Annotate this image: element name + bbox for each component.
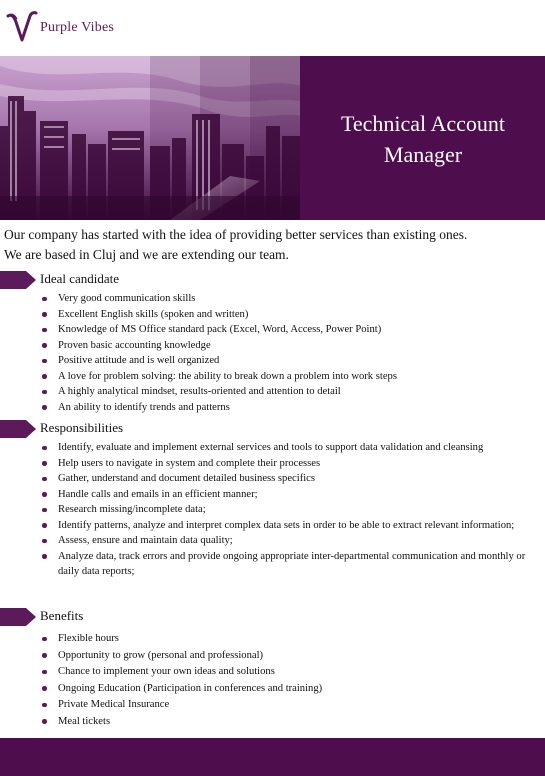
list-item-text: Chance to implement your own ideas and solutions <box>58 666 275 677</box>
list-item <box>0 487 545 503</box>
list-item-text: Gather, understand and document detailed business specifics <box>58 473 315 484</box>
bullet-icon <box>42 637 47 642</box>
section-arrow-icon <box>0 271 36 289</box>
bullet-icon <box>42 446 47 451</box>
bullet-icon <box>42 343 47 348</box>
list-item-text: Knowledge of MS Office standard pack (Excel, Word, Access, Power Point) <box>58 324 382 335</box>
list-item-text: Ongoing Education (Participation in conferences and training) <box>58 682 323 694</box>
brand-name: Purple Vibes <box>40 20 115 35</box>
intro-line-2: We are based in Cluj and we are extending our team. <box>4 246 289 262</box>
job-title-line-1: Technical Account <box>340 111 505 136</box>
footer-band <box>0 738 545 776</box>
section-benefits <box>0 607 545 730</box>
list-item-text: Identify, evaluate and implement external services and tools to support data validation and cleansing <box>58 442 484 453</box>
bullet-icon <box>42 653 47 658</box>
section-title: Responsibilities <box>40 420 124 435</box>
bullet-icon <box>42 719 47 724</box>
bullet-icon <box>42 508 47 513</box>
list-item <box>0 471 545 487</box>
list-item <box>0 664 545 681</box>
list-item <box>0 518 545 534</box>
list-item-text: A highly analytical mindset, results-oriented and attention to detail <box>58 386 341 397</box>
list-item-text: Analyze data, track errors and provide ongoing appropriate inter-departmental communication and monthly or daily data reports; <box>58 550 526 577</box>
list-item <box>0 697 545 714</box>
job-title <box>305 108 541 170</box>
bullet-icon <box>42 390 47 395</box>
list-item <box>0 631 545 648</box>
list-item-text: Flexible hours <box>58 633 119 644</box>
list-item <box>0 549 545 580</box>
list-item-text: Excellent English skills (spoken and written) <box>58 308 249 320</box>
list-item-text: Very good communication skills <box>58 293 196 304</box>
intro-text <box>4 225 544 264</box>
bullet-icon <box>42 539 47 544</box>
bullet-icon <box>42 461 47 466</box>
bullet-icon <box>42 405 47 410</box>
bullet-icon <box>42 523 47 528</box>
section-arrow-icon <box>0 420 36 438</box>
brand-logo-v-icon <box>6 10 40 48</box>
list-item <box>0 322 545 338</box>
list-item <box>0 291 545 307</box>
bullet-icon <box>42 554 47 559</box>
list-item <box>0 714 545 731</box>
section-title: Ideal candidate <box>40 271 120 286</box>
bullet-icon <box>42 374 47 379</box>
list-item <box>0 456 545 472</box>
bullet-icon <box>42 359 47 364</box>
job-title-line-2: Manager <box>383 142 463 167</box>
list-item <box>0 400 545 416</box>
bullet-icon <box>42 477 47 482</box>
list-item-text: An ability to identify trends and patterns <box>58 401 230 413</box>
list-item-text: A love for problem solving: the ability to break down a problem into work steps <box>58 370 397 382</box>
list-item <box>0 533 545 549</box>
list-item-text: Research missing/incomplete data; <box>58 504 206 515</box>
bullet-icon <box>42 297 47 302</box>
list-item <box>0 338 545 354</box>
list-item-text: Identify patterns, analyze and interpret complex data sets in order to be able to extract relevant information; <box>58 519 515 531</box>
responsibilities-list <box>0 440 545 580</box>
page-header <box>0 0 545 56</box>
list-item-text: Handle calls and emails in an efficient manner; <box>58 488 258 500</box>
list-item <box>0 502 545 518</box>
list-item <box>0 440 545 456</box>
section-header <box>0 607 545 627</box>
city-skyline-image <box>0 56 300 220</box>
list-item <box>0 369 545 385</box>
list-item-text: Meal tickets <box>58 715 111 727</box>
list-item-text: Positive attitude and is well organized <box>58 355 220 366</box>
bullet-icon <box>42 328 47 333</box>
list-item-text: Assess, ensure and maintain data quality; <box>58 535 233 546</box>
list-item <box>0 648 545 665</box>
list-item-text: Proven basic accounting knowledge <box>58 339 211 351</box>
bullet-icon <box>42 703 47 708</box>
list-item-text: Opportunity to grow (personal and professional) <box>58 649 264 661</box>
benefits-list <box>0 631 545 730</box>
section-arrow-icon <box>0 608 36 626</box>
list-item <box>0 681 545 698</box>
intro-line-1: Our company has started with the idea of providing better services than existing ones. <box>4 227 468 242</box>
bullet-icon <box>42 312 47 317</box>
section-title: Benefits <box>40 608 84 623</box>
hero-banner <box>0 56 545 220</box>
section-ideal-candidate <box>0 270 545 415</box>
list-item <box>0 353 545 369</box>
list-item <box>0 384 545 400</box>
section-header <box>0 419 545 439</box>
bullet-icon <box>42 686 47 691</box>
list-item-text: Private Medical Insurance <box>58 699 170 710</box>
section-responsibilities <box>0 419 545 580</box>
section-header <box>0 270 545 290</box>
list-item-text: Help users to navigate in system and complete their processes <box>58 457 321 469</box>
bullet-icon <box>42 492 47 497</box>
ideal-candidate-list <box>0 291 545 415</box>
list-item <box>0 307 545 323</box>
bullet-icon <box>42 670 47 675</box>
